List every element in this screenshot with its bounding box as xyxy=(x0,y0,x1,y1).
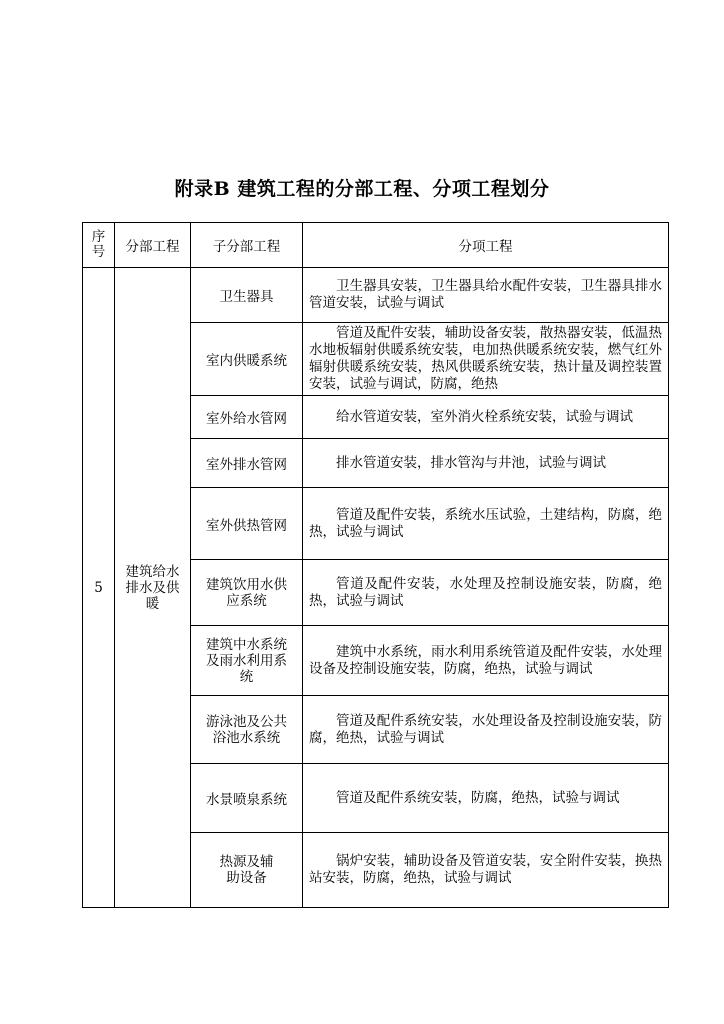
subdivision-cell: 室外供热管网 xyxy=(191,488,303,560)
items-cell: 管道及配件安装，水处理及控制设施安装，防腐，绝热，试验与调试 xyxy=(303,560,669,626)
subdivision-cell: 游泳池及公共浴池水系统 xyxy=(191,696,303,764)
items-cell: 管道及配件安装，系统水压试验，土建结构，防腐，绝热，试验与调试 xyxy=(303,488,669,560)
header-items: 分项工程 xyxy=(303,223,669,268)
header-seq: 序号 xyxy=(83,223,115,268)
subdivision-cell: 室外排水管网 xyxy=(191,439,303,488)
subdivision-cell: 水景喷泉系统 xyxy=(191,764,303,833)
group-division: 建筑给水排水及供暖 xyxy=(115,268,191,908)
subdivision-cell: 建筑饮用水供应系统 xyxy=(191,560,303,626)
division-table xyxy=(82,222,669,908)
subdivision-cell: 卫生器具 xyxy=(191,268,303,323)
items-cell: 排水管道安装，排水管沟与井池，试验与调试 xyxy=(303,439,669,488)
group-seq: 5 xyxy=(83,268,115,908)
subdivision-cell: 热源及辅助设备 xyxy=(191,833,303,908)
page-title: 附录B 建筑工程的分部工程、分项工程划分 xyxy=(174,178,550,200)
items-cell: 管道及配件系统安装，防腐，绝热，试验与调试 xyxy=(303,764,669,833)
header-division: 分部工程 xyxy=(115,223,191,268)
subdivision-cell: 建筑中水系统及雨水利用系统 xyxy=(191,626,303,696)
items-cell: 建筑中水系统，雨水利用系统管道及配件安装，水处理设备及控制设施安装，防腐，绝热，试验与调试 xyxy=(303,626,669,696)
table-header-row xyxy=(83,223,669,268)
items-cell: 管道及配件系统安装，水处理设备及控制设施安装，防腐，绝热，试验与调试 xyxy=(303,696,669,764)
subdivision-cell: 室内供暖系统 xyxy=(191,323,303,396)
table-row xyxy=(83,268,669,323)
items-cell: 卫生器具安装，卫生器具给水配件安装，卫生器具排水管道安装，试验与调试 xyxy=(303,268,669,323)
subdivision-cell: 室外给水管网 xyxy=(191,396,303,439)
items-cell: 给水管道安装，室外消火栓系统安装，试验与调试 xyxy=(303,396,669,439)
header-subdivision: 子分部工程 xyxy=(191,223,303,268)
items-cell: 管道及配件安装，辅助设备安装，散热器安装，低温热水地板辐射供暖系统安装，电加热供暖系统安装，燃气红外辐射供暖系统安装，热风供暖系统安装，热计量及调控装置安装，试验与调试，防腐，绝热 xyxy=(303,323,669,396)
items-cell: 锅炉安装，辅助设备及管道安装，安全附件安装，换热站安装，防腐，绝热，试验与调试 xyxy=(303,833,669,908)
